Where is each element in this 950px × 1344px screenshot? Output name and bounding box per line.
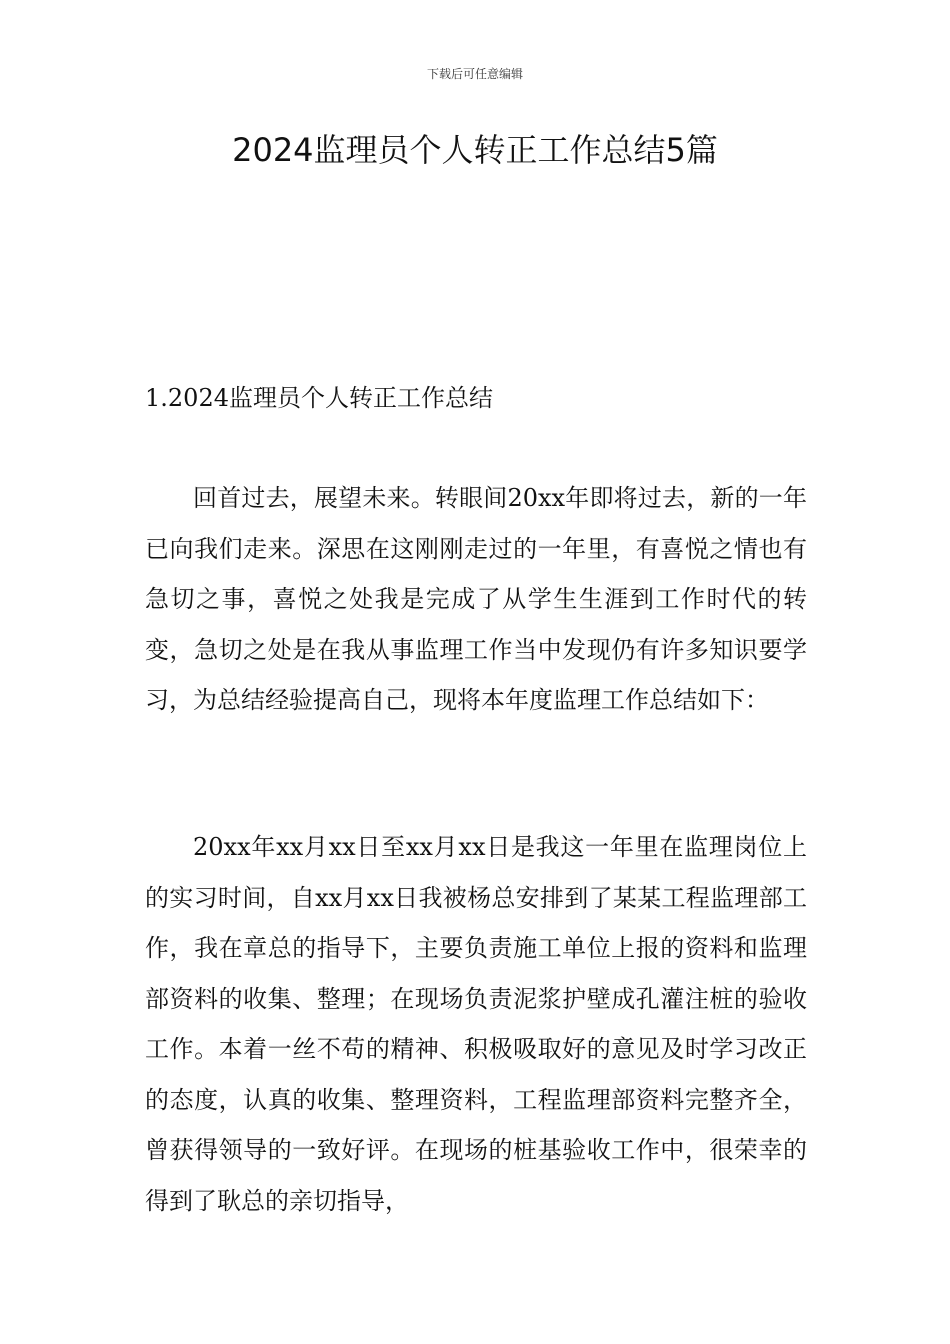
document-title: 2024监理员个人转正工作总结5篇 [232,131,718,169]
section-heading: 1.2024监理员个人转正工作总结 [145,384,493,412]
body-paragraph-1: 回首过去，展望未来。转眼间20xx年即将过去，新的一年已向我们走来。深思在这刚刚走过的一年里，有喜悦之情也有急切之事，喜悦之处我是完成了从学生生涯到工作时代的转变，急切之处是在我从事监理工作当中发现仍有许多知识要学习，为总结经验提高自己，现将本年度监理工作总结如下： [145,484,807,714]
body-paragraph-2: 20xx年xx月xx日至xx月xx日是我这一年里在监理岗位上的实习时间，自xx月xx日我被杨总安排到了某某工程监理部工作，我在章总的指导下，主要负责施工单位上报的资料和监理部资料的收集、整理；在现场负责泥浆护壁成孔灌注桩的验收工作。本着一丝不苟的精神、积极吸取好的意见及时学习改正的态度，认真的收集、整理资料，工程监理部资料完整齐全，曾获得领导的一致好评。在现场的桩基验收工作中，很荣幸的得到了耿总的亲切指导， [145,833,807,1215]
header-note: 下载后可任意编辑 [426,67,523,81]
